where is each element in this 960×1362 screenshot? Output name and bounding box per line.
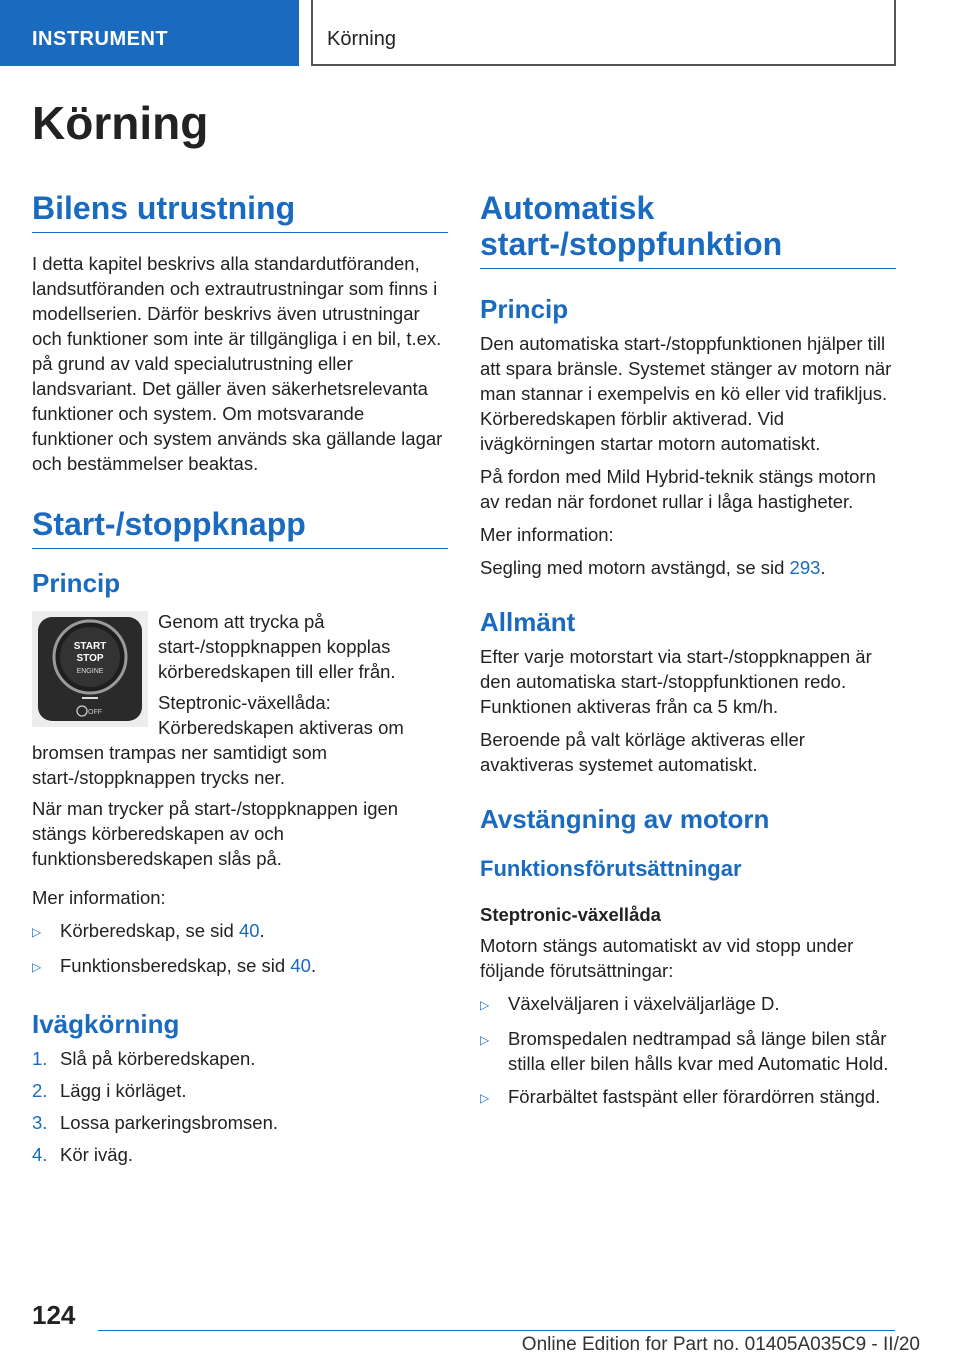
conditions-list: [480, 991, 896, 1111]
list-item: ▷ Funktionsberedskap, se sid 40.: [32, 953, 448, 980]
more-info-label: Mer information:: [32, 887, 166, 908]
heading-principle: Princip: [480, 294, 569, 324]
footer-divider: [98, 1330, 895, 1331]
heading-drive-off: Ivägkörning: [32, 1009, 180, 1039]
list-item: ▷ Förarbältet fastspänt eller förardörren stängd.: [480, 1084, 896, 1111]
triangle-bullet-icon: ▷: [480, 998, 490, 1012]
list-item: 3. Lossa parkeringsbromsen.: [32, 1112, 278, 1133]
list-item: ▷ Växelväljaren i växelväljarläge D.: [480, 991, 896, 1018]
heading-principle: Princip: [32, 568, 121, 598]
start-stop-button-image: [32, 611, 148, 727]
more-info-list: [32, 918, 448, 980]
heading-engine-off: Avstängning av motorn: [480, 804, 770, 834]
edition-note: Online Edition for Part no. 01405A035C9 - II/20: [521, 1334, 920, 1355]
heading-start-stop-button: Start-/stoppknapp: [32, 506, 448, 549]
triangle-bullet-icon: ▷: [480, 1033, 490, 1047]
right-column: [480, 190, 896, 1119]
heading-vehicle-equipment: Bilens utrustning: [32, 190, 448, 233]
heading-auto-start-stop: Automatisk start-/stoppfunktion: [480, 190, 896, 269]
section-tab[interactable]: Körning: [311, 0, 896, 66]
start-stop-paragraph-1: Genom att trycka på start-/stoppknappen kopplas körberedskapen till eller från.: [158, 611, 396, 682]
list-item: ▷ Körberedskap, se sid 40.: [32, 918, 448, 945]
button-label-engine: ENGINE: [76, 668, 104, 675]
general-paragraph-2: Beroende på valt körläge aktiveras eller avaktiveras systemet automatiskt.: [480, 729, 805, 775]
chapter-tab[interactable]: INSTRUMENT: [0, 0, 299, 66]
button-label-start: START: [73, 641, 107, 652]
more-info-label: Mer information:: [480, 524, 614, 545]
left-column: [32, 190, 448, 1174]
page-link[interactable]: 40: [290, 955, 311, 976]
heading-general: Allmänt: [480, 607, 576, 637]
heading-function-conditions: Funktionsförutsättningar: [480, 856, 742, 881]
triangle-bullet-icon: ▷: [480, 1091, 490, 1105]
page-title: Körning: [32, 97, 209, 149]
button-label-stop: STOP: [76, 653, 104, 664]
list-item: 2. Lägg i körläget.: [32, 1080, 187, 1101]
start-stop-paragraph-2: Steptronic-växellåda: Körberedskapen aktiveras om bromsen trampas ner samtidigt som start-/stoppknappen trycks ner.: [32, 692, 404, 788]
list-item: 4. Kör iväg.: [32, 1144, 134, 1165]
equipment-paragraph: I detta kapitel beskrivs alla standardutföranden, landsutföranden och extrautrustningar som finns i modellserien. Därför beskrivs även utrustningar och funktioner som inte är tillgängliga i en bil, t.ex. på grund av vald specialutrustning eller landsvariant. Det gäller även säkerhetsrelevanta funktioner och system. Om motsvarande funktioner och system används ska gällande lagar och bestämmelser beaktas.: [32, 253, 443, 474]
list-item: 1. Slå på körberedskapen.: [32, 1048, 256, 1069]
triangle-bullet-icon: ▷: [32, 925, 42, 939]
principle-paragraph-1: Den automatiska start-/stoppfunktionen hjälper till att spara bränsle. Systemet stänger av motorn när man stannar i exempelvis en kö eller vid trafikljus. Körberedskapen förblir aktiverad. Vid ivägkörningen startar motorn automatiskt.: [480, 333, 892, 454]
page-header: [0, 0, 960, 66]
page-link[interactable]: 293: [789, 557, 821, 578]
conditions-intro: Motorn stängs automatiskt av vid stopp under följande förutsättningar:: [480, 935, 854, 981]
drive-off-steps: [32, 1046, 448, 1167]
principle-paragraph-2: På fordon med Mild Hybrid-teknik stängs motorn av redan när fordonet rullar i låga hastigheter.: [480, 466, 876, 512]
page-number: 124: [32, 1300, 76, 1330]
coasting-reference: Segling med motorn avstängd, se sid 293.: [480, 557, 826, 578]
list-item: ▷ Bromspedalen nedtrampad så länge bilen står stilla eller bilen hålls kvar med Automatic Hold.: [480, 1028, 889, 1074]
start-stop-paragraph-3: När man trycker på start-/stoppknappen igen stängs körberedskapen av och funktionsberedskapen slås på.: [32, 798, 399, 869]
page-link[interactable]: 40: [238, 920, 260, 941]
heading-steptronic: Steptronic-växellåda: [480, 904, 661, 925]
button-label-off: OFF: [88, 709, 102, 716]
general-paragraph-1: Efter varje motorstart via start-/stoppknappen är den automatiska start-/stoppfunktionen redo. Funktionen aktiveras från ca 5 km/h.: [480, 646, 872, 717]
triangle-bullet-icon: ▷: [32, 960, 42, 974]
